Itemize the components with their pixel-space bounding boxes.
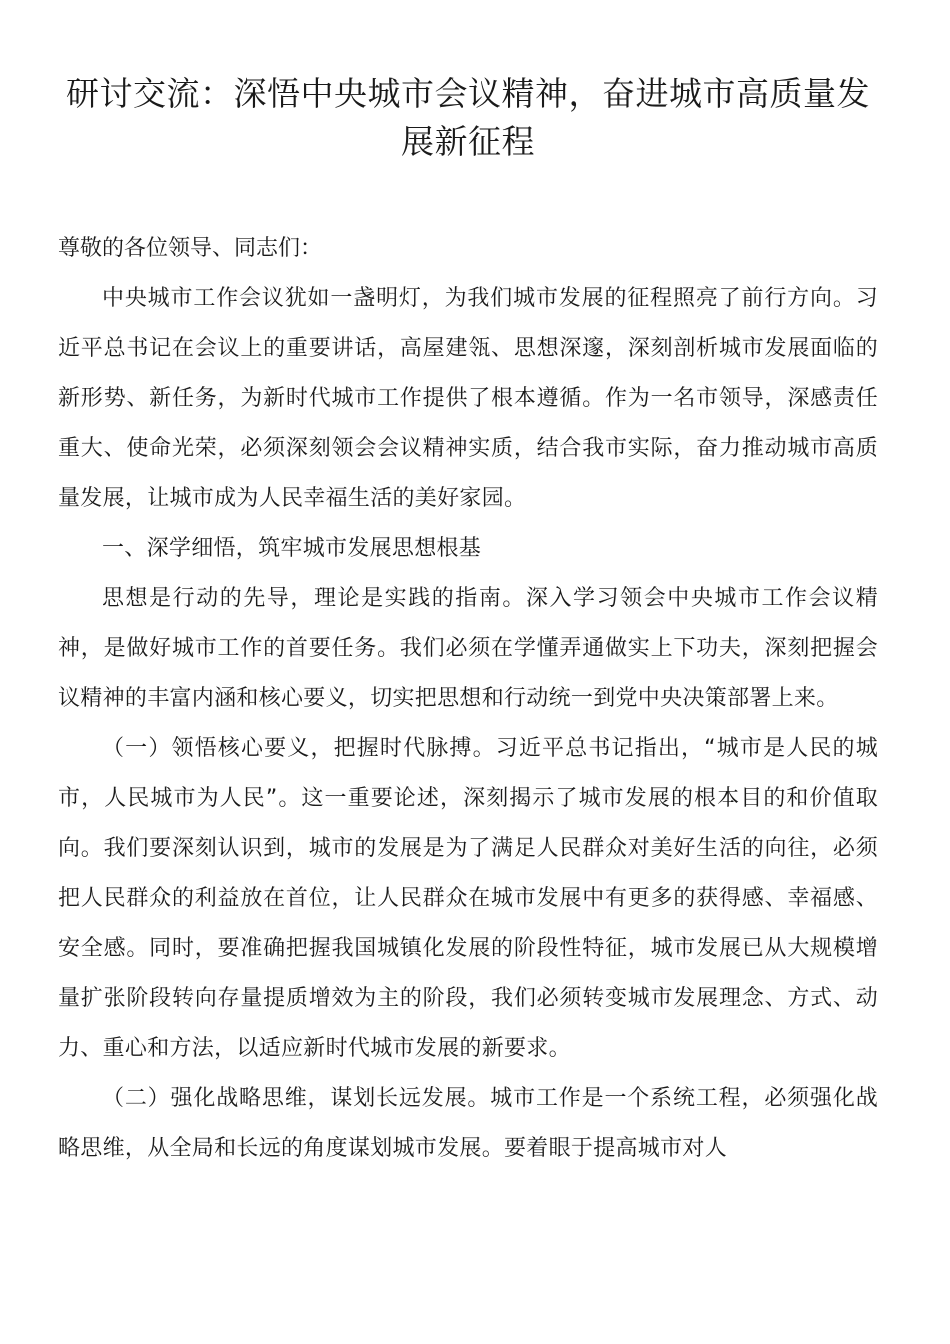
section-1-point-2: （二）强化战略思维，谋划长远发展。城市工作是一个系统工程，必须强化战略思维，从全局和长远的角度谋划城市发展。要着眼于提高城市对人	[58, 1086, 878, 1161]
section-1-point-1: （一）领悟核心要义，把握时代脉搏。习近平总书记指出，“城市是人民的城市，人民城市为人民”。这一重要论述，深刻揭示了城市发展的根本目的和价值取向。我们要深刻认识到，城市的发展是为了满足人民群众对美好生活的向往，必须把人民群众的利益放在首位，让人民群众在城市发展中有更多的获得感、幸福感、安全感。同时，要准确把握我国城镇化发展的阶段性特征，城市发展已从大规模增量扩张阶段转向存量提质增效为主的阶段，我们必须转变城市发展理念、方式、动力、重心和方法，以适应新时代城市发展的新要求。	[58, 736, 878, 1061]
section-1-body: 思想是行动的先导，理论是实践的指南。深入学习领会中央城市工作会议精神，是做好城市工作的首要任务。我们必须在学懂弄通做实上下功夫，深刻把握会议精神的丰富内涵和核心要义，切实把思想和行动统一到党中央决策部署上来。	[58, 586, 878, 711]
section-heading-1: 一、深学细悟，筑牢城市发展思想根基	[102, 536, 482, 561]
greeting: 尊敬的各位领导、同志们：	[58, 236, 323, 261]
intro-paragraph: 中央城市工作会议犹如一盏明灯，为我们城市发展的征程照亮了前行方向。习近平总书记在会议上的重要讲话，高屋建瓴、思想深邃，深刻剖析城市发展面临的新形势、新任务，为新时代城市工作提供了根本遵循。作为一名市领导，深感责任重大、使命光荣，必须深刻领会会议精神实质，结合我市实际，奋力推动城市高质量发展，让城市成为人民幸福生活的美好家园。	[58, 286, 878, 511]
document-title: 研讨交流：深悟中央城市会议精神，奋进城市高质量发展新征程	[66, 74, 870, 161]
